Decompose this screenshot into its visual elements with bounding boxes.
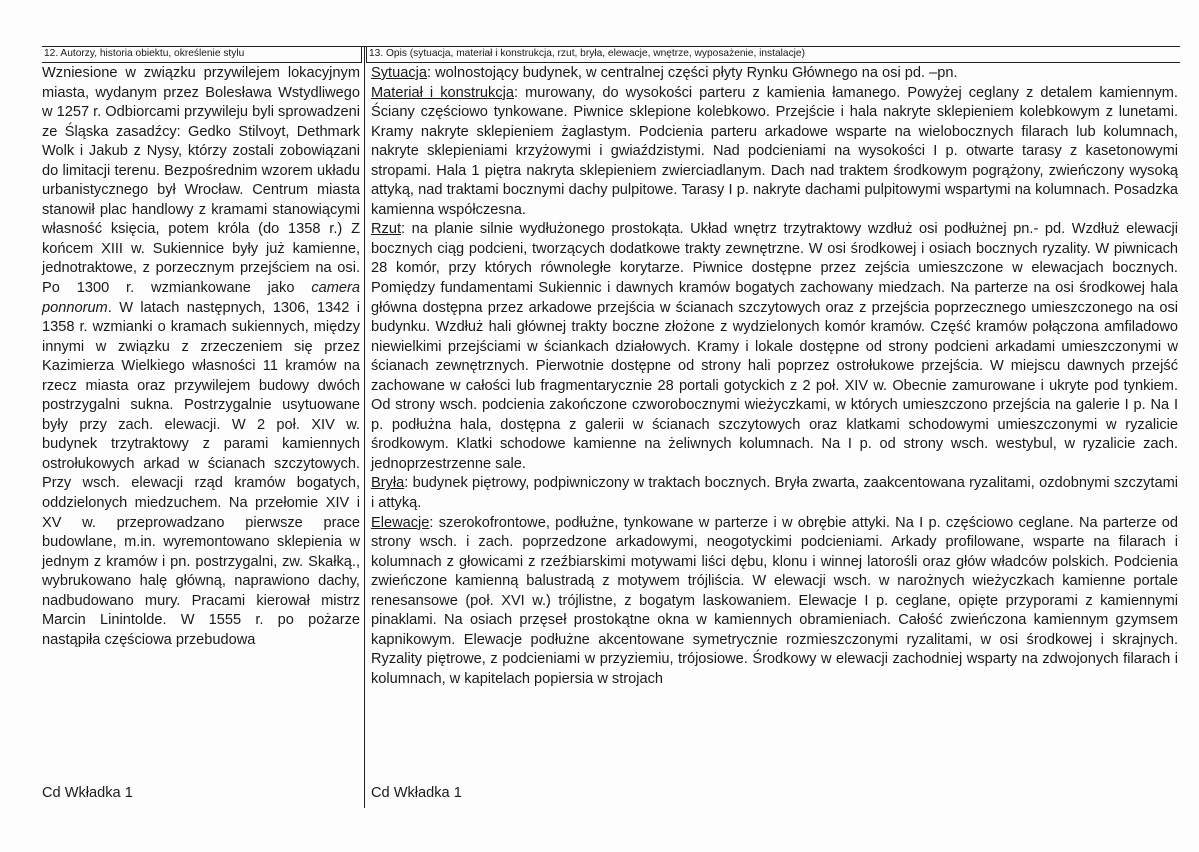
left-column-header: 12. Autorzy, historia obiektu, określenie stylu <box>42 46 362 63</box>
plan-text: : na planie silnie wydłużonego prostokąta. Układ wnętrz trzytraktowy wzdłuż osi podłużnej pn.- pd. Wzdłuż elewacji bocznych ciąg podcieni, tworzących dodatkowe trakty zewnętrzne. W osi środkowej i osiach bocznych ryzality. W piwnicach 28 komór, przy których równoległe korytarze. Piwnice dostępne przez zejścia umieszczone w elewacjach bocznych. Pomiędzy fundamentami Sukiennic i dawnych kramów bogatych zachowany miedzach. Na parterze na osi środkowej hala główna dostępna przez arkadowe przejścia w ścianach szczytowych oraz z przejścia poprzecznego umieszczonego na osi budynku. Wzdłuż hali głównej trakty boczne złożone z wydzielonych komór kramów. Część kramów połączona amfiladowo niewielkimi przejściami w ściankach działowych. Kramy i lokale dostępne od strony podcieni arkadami umieszczonymi w ścianach zewnętrznych. Pierwotnie dostępne od strony hali poprzez ostrołukowe przejścia. W miejscu dawnych przejść zachowane w całości lub fragmentarycznie 28 portali gotyckich z 2 poł. XIV w. Obecnie zamurowane i ukryte pod tynkiem. Od strony wsch. podcienia zakończone czworobocznymi wieżyczkami, w których umieszczono przejścia na galerie I p. Na I p. podłużna hala, dostępna z galerii w ścianach szczytowych oraz klatkami schodowymi umieszczonymi w ryzalicie środkowym. Klatki schodowe kamienne na żeliwnych kolumnach. Na I p. od strony wsch. westybul, w ryzalicie zach. jednoprzestrzenne sale. <box>371 221 1178 472</box>
elevation-text: : szerokofrontowe, podłużne, tynkowane w parterze i w obrębie attyki. Na I p. częściowo ceglane. Na parterze od strony wsch. i zach. poprzedzone arkadowymi, neogotyckimi podcieniami. Arkady profilowane, wsparte na filarach i kolumnach z głowicami z rzeźbiarskimi motywami liści dębu, klonu i winnej latorośli oraz głów władców polskich. Podcienia zwieńczone kamienną balustradą z motywem trójliścia. W elewacji wsch. w narożnych wieżyczkach kamienne portale renesansowe (poł. XVI w.) trójlistne, z bogatym laskowaniem. Elewacje I p. ceglane, opięte przyporami z kamiennymi pinaklami. Na osiach przęseł prostokątne okna w kamiennych obramieniach. Całość zwieńczona kamiennym gzymsem kapnikowym. Elewacje podłużne akcentowane symetrycznie rozmieszczonymi ryzalitami, w osi środkowej i skrajnych. Ryzality piętrowe, z podcieniami w przyziemiu, trójosiowe. Środkowy w elewacji zachodniej wsparty na zdwojonych filarach i kolumnach, w kapitelach popiersia w strojach <box>371 514 1178 687</box>
history-paragraph <box>42 64 360 650</box>
history-text <box>42 64 360 650</box>
elevation-label: Elewacje <box>371 514 430 531</box>
mass-text: : budynek piętrowy, podpiwniczony w traktach bocznych. Bryła zwarta, zaakcentowana ryzalitami, ozdobnymi szczytami i attyką. <box>371 475 1178 512</box>
column-divider <box>364 46 365 808</box>
material-label: Materiał i konstrukcja <box>371 84 515 101</box>
plan-label: Rzut <box>371 221 402 238</box>
right-continuation: Cd Wkładka 1 <box>371 785 462 801</box>
elevation-paragraph <box>371 514 1178 690</box>
mass-paragraph <box>371 474 1178 513</box>
plan-paragraph <box>371 220 1178 474</box>
history-part-b: . W latach następnych, 1306, 1342 i 1358 r. wzmianki o kramach sukiennych, między innymi w związku z zrzeczeniem się przez Kazimierza Wielkiego własności 11 kramów na rzecz miasta oraz przywilejem budowy dwóch postrzygalni sukna. Postrzygalnie usytuowane były przy zach. elewacji. W 2 poł. XIV w. budynek trzytraktowy z parami kamiennych ostrołukowych arkad w ścianach szczytowych. Przy wsch. elewacji rząd kramów bogatych, oddzielonych miedzuchem. Na przełomie XIV i XV w. przeprowadzano pierwsze prace budowlane, m.in. wyremontowano sklepienia w jednym z kramów i pn. postrzygalni, zw. Skałką., wybrukowano halę główną, naprawiono dachy, nadbudowano mury. Pracami kierował mistrz Marcin Linintolde. W 1555 r. po pożarze nastąpiła częściowa przebudowa <box>42 299 360 648</box>
material-paragraph <box>371 84 1178 221</box>
mass-label: Bryła <box>371 475 405 492</box>
history-part-a: Wzniesione w związku przywilejem lokacyjnym miasta, wydanym przez Bolesława Wstydliwego w 1257 r. Odbiorcami przywileju byli sprowadzeni ze Śląska zasadźcy: Gedko Stilvoyt, Dethmark Wolk i Jakub z Nysy, którzy zostali zobowiązani do limitacji terenu. Bezpośrednim wzorem układu urbanistycznego był Wrocław. Centrum miasta stanowił plac handlowy z kramami stanowiącymi własność księcia, potem króla (do 1358 r.) Z końcem XIII w. Sukiennice były już kamienne, jednotraktowe, z porzecznym przejściem na osi. Po 1300 r. wzmiankowane jako <box>42 65 360 297</box>
description-text <box>371 64 1178 690</box>
material-text: : murowany, do wysokości parteru z kamienia łamanego. Powyżej ceglany z detalem kamiennym. Ściany częściowo tynkowane. Piwnice sklepione kolebkowo. Przejście i hala nakryte sklepieniem kolebkowym z lunetami. Kramy nakryte sklepieniem żaglastym. Podcienia parteru arkadowe wsparte na wielobocznych filarach lub kolumnach, nakryte sklepieniami krzyżowymi i gwiaździstymi. Nad podcieniami na wysokości I p. otwarte tarasy z kasetonowymi stropami. Hala 1 piętra nakryta sklepieniem zwierciadlanym. Dach nad traktem środkowym pogrążony, zwieńczony wysoką attyką, nad traktami bocznymi dachy pulpitowe. Tarasy I p. nakryte dachami pulpitowymi wspartymi na kolumnach. Posadzka kamienna współczesna. <box>371 84 1178 218</box>
left-continuation: Cd Wkładka 1 <box>42 785 133 801</box>
situation-paragraph <box>371 64 1178 84</box>
situation-label: Sytuacja <box>371 65 427 81</box>
right-column-header: 13. Opis (sytuacja, materiał i konstrukcja, rzut, bryła, elewacje, wnętrze, wyposażenie, instalacje) <box>366 46 1180 63</box>
history-italic-term: camera ponnorum <box>42 280 360 316</box>
situation-text: : wolnostojący budynek, w centralnej części płyty Rynku Głównego na osi pd. –pn. <box>426 65 958 81</box>
